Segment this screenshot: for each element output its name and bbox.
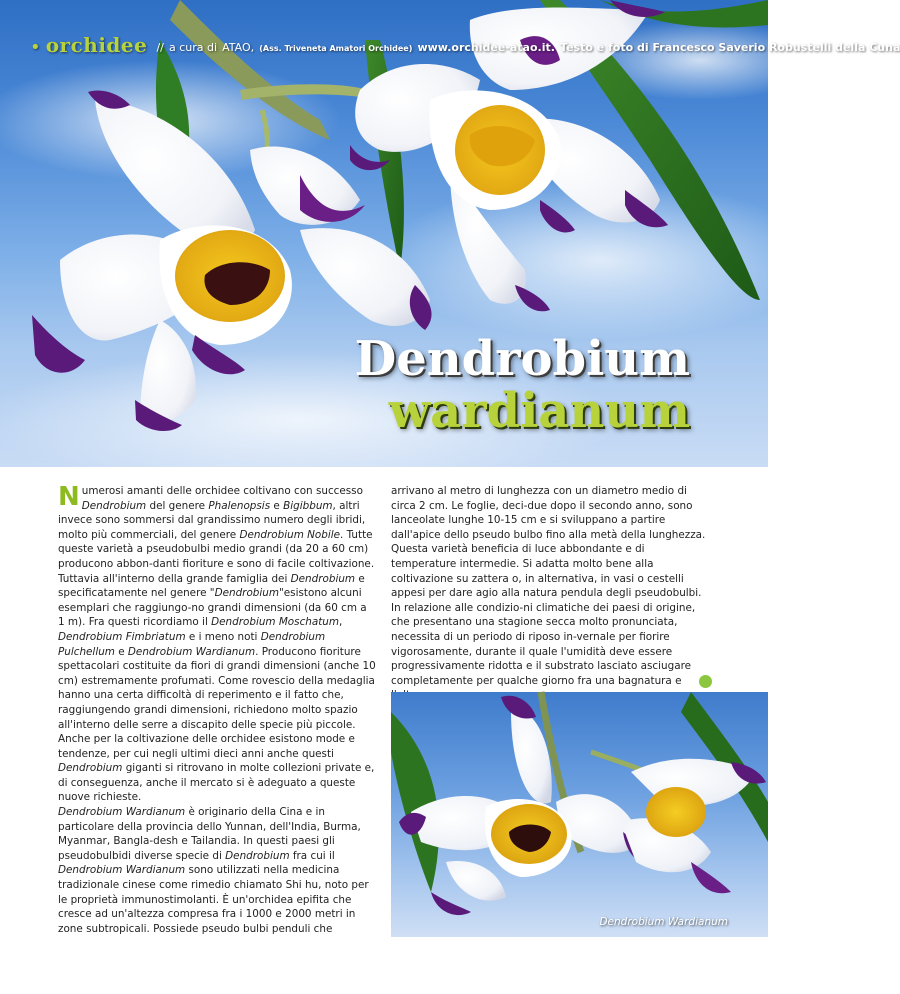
p1-italic: Dendrobium (81, 499, 147, 512)
p1-italic: Bigibbum (283, 499, 333, 512)
section-title: orchidee (45, 33, 148, 57)
article-title (355, 333, 690, 437)
p1-italic: Dendrobium Wardianum (127, 645, 256, 658)
p1-text: e (270, 499, 284, 512)
p1-text: e i meno noti (185, 630, 261, 643)
p1-text: "esistono alcuni esemplari che raggiungo-no grandi dimensioni (da 60 cm a 1 m). Fra questi ricordiamo il (58, 587, 367, 629)
p1-text: , altri invece sono sommersi dal grandissimo numero degli ibridi, molto più commerciali, del genere (58, 499, 366, 541)
secondary-photo (391, 692, 768, 937)
p1-text: , (339, 616, 343, 629)
p1-italic: Dendrobium Moschatum (211, 616, 340, 629)
p2-italic: Dendrobium Wardianum (58, 806, 186, 819)
p1-italic: Dendrobium Pulchellum (58, 630, 326, 658)
p1-text: giganti si ritrovano in molte collezioni private e, di conseguenza, anche il mercato si è adeguato a queste nuove richieste. (58, 762, 375, 804)
credits-label: Testo e foto di Francesco Saverio Robustelli della Cuna (560, 41, 900, 54)
p1-text: umerosi amanti delle orchidee coltivano con successo (81, 485, 363, 497)
title-line-1: Dendrobium (354, 331, 690, 387)
orchid-secondary-illustration (391, 692, 768, 937)
paragraph-1 (58, 484, 376, 805)
p2-text: è originario della Cina e in particolare della provincia dello Yunnan, dell'India, Burma, Myanmar, Bangla-desh e Tailandia. In questi paesi gli pseudobulbidi diverse specie di (58, 806, 361, 862)
p1-italic: Phalenopsis (208, 499, 271, 512)
header-bullet: • (30, 37, 41, 58)
p2-text-continued: arrivano al metro di lunghezza con un diametro medio di circa 2 cm. Le foglie, deci-due dopo il secondo anno, sono lanceolate lunghe 10-15 cm e si sviluppano a partire dall'apice dello pseudo bulbo fino alla metà della lunghezza. Questa varietà beneficia di luce abbondante e di temperature intermedie. Si adatta molto bene alla coltivazione su zattera o, in alternativa, in vasi o cestelli appesi per dare agio alla natura pendula degli pseudobulbi. In relazione alle condizio-ni climatiche dei paesi di origine, che presentano una stagione secca molto pronunciata, necessita di un periodo di riposo in-vernale per fiorire vigorosamente, durante il quale l'umidità deve essere progressivamente ridotta e il substrato lasciato asciugare completamente per qualche giorno fra una bagnatura e (391, 485, 706, 687)
p2-text: sono utilizzati nella medicina tradizionale cinese come rimedio chiamato Shi hu, noto per le proprietà immunostimolanti. È un'orchidea epifita che cresce ad un'altezza compresa fra i 1000 e 2000 metri in zone subtropicali. Possiede pseudo bulbi penduli che (58, 864, 369, 935)
title-line-2: wardianum (388, 383, 690, 439)
section-header (30, 33, 900, 58)
p1-italic: Dendrobium Fimbriatum (58, 630, 186, 643)
header-separator: // (156, 41, 164, 54)
p1-text: . Producono fioriture spettacolari costituite da fiori di grandi dimensioni (anche 10 cm) estremamente profumati. Come rovescio della medaglia hanno una certa difficoltà di reperimento e il fatto che, raggiungendo grandi dimensioni, richiedono molto spazio all'interno delle serre a discapito delle specie più piccole. Anche per la coltivazione delle orchidee esistono mode e tendenze, per cui negli ultimi dieci anni anche questi (58, 645, 376, 760)
photo-caption: Dendrobium Wardianum (599, 916, 728, 928)
p2-italic: Dendrobium (225, 849, 290, 862)
p1-text: del genere (146, 499, 209, 512)
p1-italic: Dendrobium Nobile (239, 528, 341, 541)
hero-photo (0, 0, 900, 467)
p1-italic: Dendrobium (58, 762, 123, 775)
curated-by-label: a cura di (168, 41, 218, 54)
p1-italic: Dendrobium (290, 572, 356, 585)
p1-text: e specificatamente nel genere " (58, 572, 365, 600)
article-end-dot (699, 675, 712, 688)
p1-text: e (114, 645, 128, 658)
p2-text: fra cui il (289, 849, 335, 862)
drop-cap: N (58, 482, 80, 512)
paragraph-2-start (58, 805, 376, 936)
website-link[interactable]: www.orchidee-atao.it. (417, 41, 555, 54)
p2-italic: Dendrobium Wardianum (58, 864, 186, 877)
p1-italic: Dendrobium (214, 587, 279, 600)
p1-text: . Tutte queste varietà a pseudobulbi medio grandi (da 20 a 60 cm) producono abbon-danti fioriture e sono di facile coltivazione. Tuttavia all'interno della grande famiglia dei (58, 528, 375, 585)
association-label: (Ass. Triveneta Amatori Orchidee) (259, 44, 413, 53)
article-column-left (58, 484, 376, 936)
atao-label: ATAO, (222, 41, 255, 54)
paragraph-2-continued (391, 484, 713, 703)
